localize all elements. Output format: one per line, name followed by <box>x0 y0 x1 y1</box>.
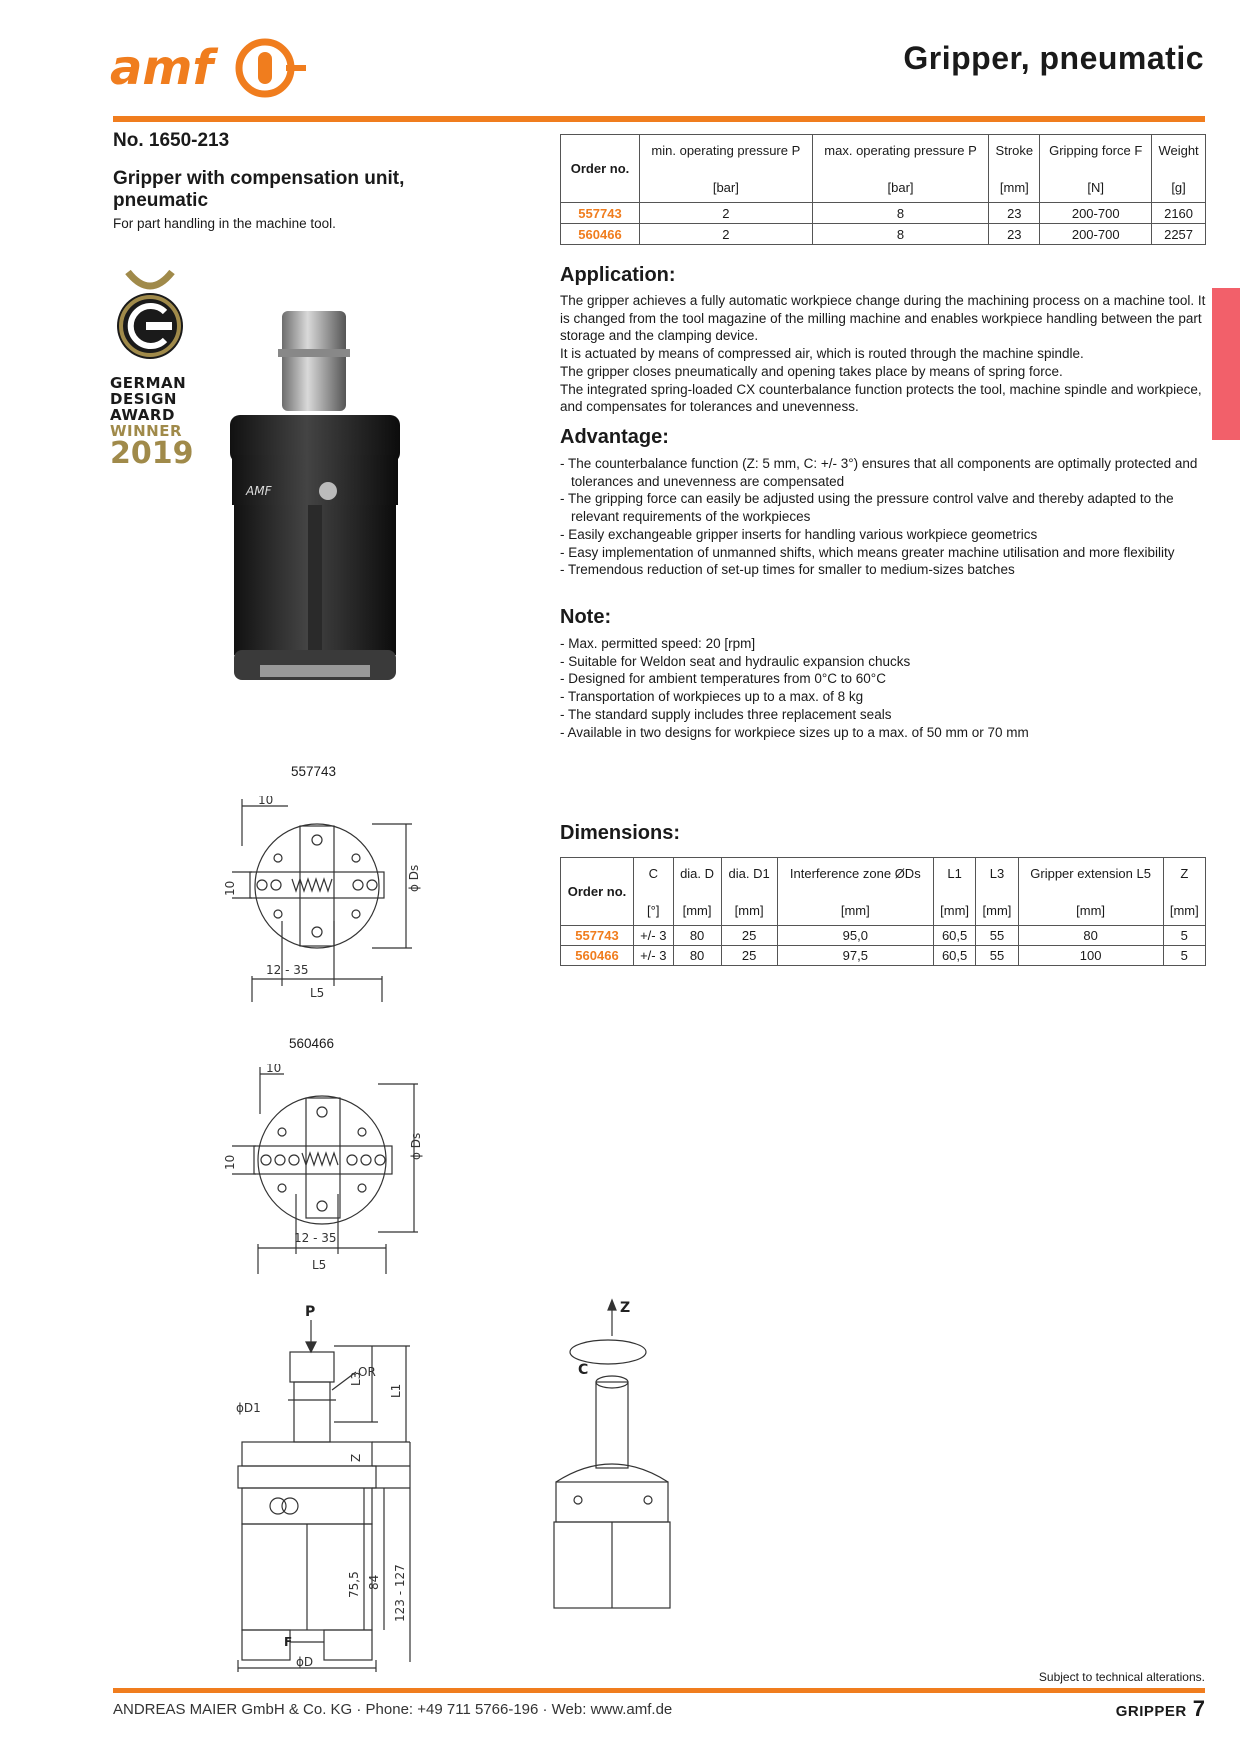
list-item: - Transportation of workpieces up to a max. of 8 kg <box>560 688 1210 706</box>
svg-text:10: 10 <box>266 1064 282 1075</box>
dim-col-header: Z [mm] <box>1163 858 1205 926</box>
gripper-product-photo <box>220 305 410 705</box>
spec-col-header: max. operating pressure P [bar] <box>812 135 989 203</box>
spec-col-header: Gripping force F [N] <box>1040 135 1152 203</box>
spec-order-header: Order no. <box>561 135 640 203</box>
list-item: - The counterbalance function (Z: 5 mm, C: +/- 3°) ensures that all components are optimally protected and tolerances and unevenness are compensated <box>560 455 1210 490</box>
dim-col-header: dia. D [mm] <box>673 858 721 926</box>
award-year: 2019 <box>110 436 194 471</box>
footer-rule <box>113 1688 1205 1693</box>
table-cell: 200-700 <box>1040 224 1152 245</box>
dim-col-header: Gripper extension L5 [mm] <box>1018 858 1163 926</box>
svg-text:10: 10 <box>258 796 274 807</box>
award-line-3: AWARD <box>110 406 175 424</box>
table-row <box>561 224 1206 245</box>
logo-wordmark: amf <box>110 40 214 96</box>
table-cell: 8 <box>812 224 989 245</box>
table-cell: 2160 <box>1152 203 1206 224</box>
list-item: - Tremendous reduction of set-up times for smaller to medium-sizes batches <box>560 561 1210 579</box>
table-cell: 80 <box>673 946 721 966</box>
table-cell: 25 <box>721 926 777 946</box>
dim-col-header: Interference zone ØDs [mm] <box>777 858 933 926</box>
footer-note: Subject to technical alterations. <box>1038 1670 1205 1684</box>
top-view-drawing-560466 <box>222 1064 424 1274</box>
drawing-caption: 557743 <box>291 764 337 779</box>
list-item: - Max. permitted speed: 20 [rpm] <box>560 635 1210 653</box>
top-view-drawing-557743 <box>222 796 422 1002</box>
section-tab-marker <box>1212 288 1240 440</box>
award-line-4: WINNER <box>110 422 183 440</box>
table-cell: 23 <box>989 203 1040 224</box>
list-item: - The standard supply includes three replacement seals <box>560 706 1210 724</box>
svg-text:OR: OR <box>358 1365 376 1379</box>
dim-col-header: C [°] <box>634 858 674 926</box>
application-text <box>560 292 1210 416</box>
note-list <box>560 635 1210 741</box>
svg-text:Z: Z <box>349 1453 363 1462</box>
product-name: Gripper with compensation unit, pneumatic <box>113 168 405 211</box>
table-cell: 2257 <box>1152 224 1206 245</box>
list-item: - Designed for ambient temperatures from 0°C to 60°C <box>560 670 1210 688</box>
svg-text:12 - 35: 12 - 35 <box>266 963 309 977</box>
order-number-link[interactable]: 557743 <box>561 926 634 946</box>
svg-text:F: F <box>284 1635 293 1649</box>
svg-text:ϕ Ds: ϕ Ds <box>407 864 421 892</box>
svg-text:L3: L3 <box>349 1371 363 1386</box>
dim-order-header: Order no. <box>561 858 634 926</box>
svg-text:10: 10 <box>223 1154 237 1170</box>
svg-text:AMF: AMF <box>246 484 272 498</box>
side-view-drawing <box>228 1302 458 1672</box>
list-item: - Easily exchangeable gripper inserts for handling various workpiece geometrics <box>560 526 1210 544</box>
dim-col-header: dia. D1 [mm] <box>721 858 777 926</box>
table-cell: 55 <box>976 946 1018 966</box>
application-paragraph: The gripper achieves a fully automatic workpiece change during the machining process on a machine tool. It is changed from the tool magazine of the milling machine and enables workpiece handling between the part storage and the clamping device. <box>560 293 1206 344</box>
dimensions-heading: Dimensions: <box>560 822 681 844</box>
table-cell: 2 <box>640 203 813 224</box>
footer-company: ANDREAS MAIER GmbH & Co. KG · Phone: +49 711 5766-196 · Web: www.amf.de <box>113 1701 673 1718</box>
list-item: - The gripping force can easily be adjusted using the pressure control valve and thereby adapted to the relevant requirements of the workpieces <box>560 490 1210 525</box>
svg-text:L5: L5 <box>312 1258 327 1272</box>
svg-text:10: 10 <box>223 880 237 896</box>
table-cell: +/- 3 <box>634 926 674 946</box>
order-number-link[interactable]: 560466 <box>561 224 640 245</box>
award-line-2: DESIGN <box>110 390 177 408</box>
table-cell: 23 <box>989 224 1040 245</box>
svg-text:84: 84 <box>367 1574 381 1590</box>
table-cell: 200-700 <box>1040 203 1152 224</box>
application-paragraph: It is actuated by means of compressed air, which is routed through the machine spindle. <box>560 346 1084 362</box>
spec-col-header: Stroke [mm] <box>989 135 1040 203</box>
table-cell: 95,0 <box>777 926 933 946</box>
note-heading: Note: <box>560 606 612 628</box>
amf-logo <box>110 38 310 100</box>
list-item: - Easy implementation of unmanned shifts, which means greater machine utilisation and more flexibility <box>560 544 1210 562</box>
order-number-link[interactable]: 560466 <box>561 946 634 966</box>
application-paragraph: The gripper closes pneumatically and opening takes place by means of spring force. <box>560 363 1063 379</box>
list-item: - Available in two designs for workpiece sizes up to a max. of 50 mm or 70 mm <box>560 724 1210 742</box>
product-description: For part handling in the machine tool. <box>113 216 336 231</box>
award-line-1: GERMAN <box>110 374 187 392</box>
table-cell: 5 <box>1163 926 1205 946</box>
table-cell: 8 <box>812 203 989 224</box>
table-cell: 60,5 <box>933 946 975 966</box>
table-row <box>561 203 1206 224</box>
spec-col-header: Weight [g] <box>1152 135 1206 203</box>
table-cell: 5 <box>1163 946 1205 966</box>
table-cell: +/- 3 <box>634 946 674 966</box>
table-cell: 80 <box>673 926 721 946</box>
table-row <box>561 926 1206 946</box>
svg-text:L1: L1 <box>389 1383 403 1398</box>
advantage-list <box>560 455 1210 579</box>
svg-text:ϕD1: ϕD1 <box>236 1401 261 1415</box>
svg-text:P: P <box>305 1304 316 1320</box>
svg-text:Z: Z <box>620 1300 631 1316</box>
svg-text:ϕ Ds: ϕ Ds <box>409 1132 423 1160</box>
table-cell: 100 <box>1018 946 1163 966</box>
spec-col-header: min. operating pressure P [bar] <box>640 135 813 203</box>
footer-section: GRIPPER <box>1115 1703 1187 1720</box>
header-rule <box>113 116 1205 122</box>
dim-col-header: L3 [mm] <box>976 858 1018 926</box>
table-cell: 97,5 <box>777 946 933 966</box>
svg-text:L5: L5 <box>310 986 325 1000</box>
dim-col-header: L1 [mm] <box>933 858 975 926</box>
advantage-heading: Advantage: <box>560 426 669 448</box>
drawing-caption: 560466 <box>289 1036 335 1051</box>
dimensions-table <box>560 857 1206 966</box>
table-cell: 60,5 <box>933 926 975 946</box>
award-medal-icon <box>110 266 190 370</box>
application-heading: Application: <box>560 264 676 286</box>
footer-page <box>1116 1696 1205 1722</box>
svg-text:12 - 35: 12 - 35 <box>294 1231 337 1245</box>
list-item: - Suitable for Weldon seat and hydraulic expansion chucks <box>560 653 1210 671</box>
svg-text:ϕD: ϕD <box>296 1655 314 1669</box>
svg-text:123 - 127: 123 - 127 <box>393 1564 407 1622</box>
isometric-drawing <box>548 1296 688 1612</box>
spec-table <box>560 134 1206 245</box>
table-row <box>561 946 1206 966</box>
page-number: 7 <box>1192 1696 1205 1721</box>
table-cell: 25 <box>721 946 777 966</box>
svg-text:C: C <box>578 1362 589 1378</box>
order-number-link[interactable]: 557743 <box>561 203 640 224</box>
svg-text:75,5: 75,5 <box>347 1571 361 1598</box>
table-cell: 55 <box>976 926 1018 946</box>
application-paragraph: The integrated spring-loaded CX counterbalance function protects the tool, machine spindle and workpiece, and compensates for tolerances and unevenness. <box>560 381 1202 415</box>
page-title: Gripper, pneumatic <box>903 40 1204 76</box>
german-design-award <box>110 266 194 471</box>
table-cell: 80 <box>1018 926 1163 946</box>
table-cell: 2 <box>640 224 813 245</box>
product-number: No. 1650-213 <box>113 130 230 151</box>
